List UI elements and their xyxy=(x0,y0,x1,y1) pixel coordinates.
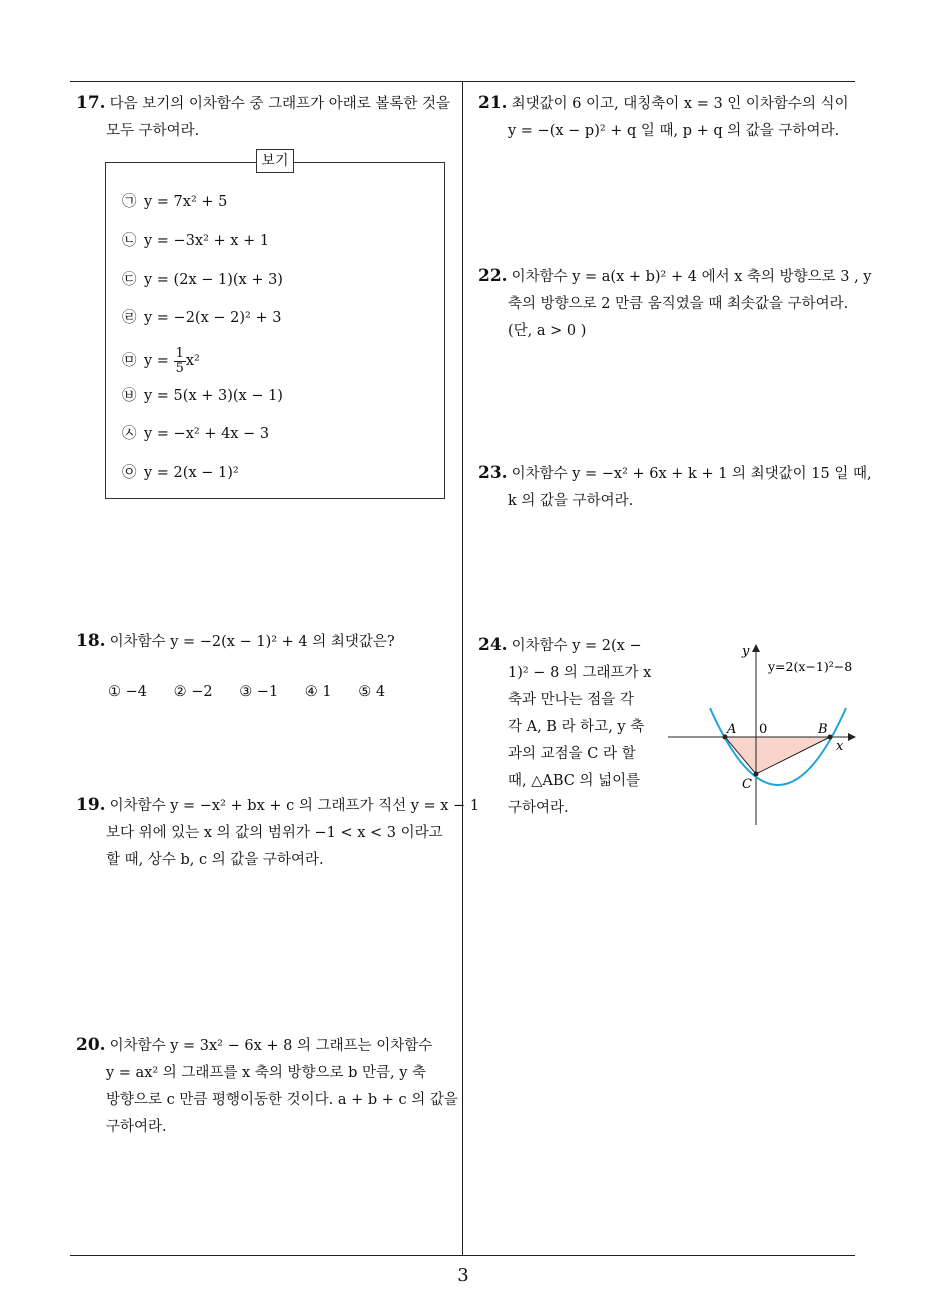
item-mark: ㉢ xyxy=(122,272,137,288)
bogi-item xyxy=(122,268,283,292)
problem-text: 이차함수 y = a(x + b)² + 4 에서 x 축의 방향으로 3 , y xyxy=(511,269,872,285)
bogi-item xyxy=(122,306,281,330)
problem-number: 18. xyxy=(76,631,106,651)
problem-text: 구하여라. xyxy=(106,1119,167,1135)
choice-4[interactable]: ④ 1 xyxy=(304,684,332,700)
choice-1[interactable]: ① −4 xyxy=(108,684,147,700)
problem-text: 1)² − 8 의 그래프가 x xyxy=(508,665,652,681)
choice-3[interactable]: ③ −1 xyxy=(239,684,279,700)
problem-text: 과의 교점을 C 라 할 xyxy=(508,746,636,762)
bottom-rule xyxy=(70,1255,855,1256)
problem-20 xyxy=(76,1032,458,1141)
problem-number: 17. xyxy=(76,93,106,113)
problem-text: 최댓값이 6 이고, 대칭축이 x = 3 인 이차함수의 식이 xyxy=(511,96,849,112)
page-number: 3 xyxy=(457,1265,469,1286)
column-divider xyxy=(462,82,463,1256)
choice-2[interactable]: ② −2 xyxy=(173,684,213,700)
bogi-item xyxy=(122,190,227,214)
answer-choices xyxy=(108,684,407,700)
item-expression-post: x² xyxy=(185,353,200,369)
problem-text: y = ax² 의 그래프를 x 축의 방향으로 b 만큼, y 축 xyxy=(106,1065,427,1081)
problem-text: 방향으로 c 만큼 평행이동한 것이다. a + b + c 의 값을 xyxy=(106,1092,458,1108)
equation-label: y=2(x−1)²−8 xyxy=(768,659,853,674)
fraction-denominator: 5 xyxy=(175,360,184,376)
problem-text: 때, △ABC 의 넓이를 xyxy=(508,773,641,789)
item-mark: ㉥ xyxy=(122,388,137,404)
item-expression-pre: y = xyxy=(144,353,174,369)
item-mark: ㉧ xyxy=(122,465,137,481)
item-expression: y = −3x² + x + 1 xyxy=(144,233,270,249)
bogi-item xyxy=(122,461,239,485)
problem-17 xyxy=(76,90,450,145)
item-mark: ㉦ xyxy=(122,426,137,442)
problem-number: 19. xyxy=(76,795,106,815)
bogi-item xyxy=(122,345,200,377)
problem-23 xyxy=(478,460,872,515)
problem-text: y = −(x − p)² + q 일 때, p + q 의 값을 구하여라. xyxy=(508,123,840,139)
problem-text: 각 A, B 라 하고, y 축 xyxy=(508,719,645,735)
item-expression: y = (2x − 1)(x + 3) xyxy=(144,272,283,288)
item-expression: y = 2(x − 1)² xyxy=(144,465,239,481)
item-expression: y = 5(x + 3)(x − 1) xyxy=(144,388,283,404)
problem-text: 축의 방향으로 2 만큼 움직였을 때 최솟값을 구하여라. xyxy=(508,296,849,312)
problem-text: 보다 위에 있는 x 의 값의 범위가 −1 < x < 3 이라고 xyxy=(106,825,443,841)
x-axis-label: x xyxy=(836,739,844,754)
bogi-item xyxy=(122,422,269,446)
item-mark: ㉤ xyxy=(122,353,137,369)
fraction xyxy=(174,347,186,376)
problem-text: 이차함수 y = 3x² − 6x + 8 의 그래프는 이차함수 xyxy=(109,1038,433,1054)
problem-text: 이차함수 y = −x² + bx + c 의 그래프가 직선 y = x − 1 xyxy=(109,798,480,814)
origin-label: 0 xyxy=(759,722,768,737)
problem-text: k 의 값을 구하여라. xyxy=(508,493,634,509)
problem-text: 이차함수 y = −x² + 6x + k + 1 의 최댓값이 15 일 때, xyxy=(511,466,872,482)
point-a-label: A xyxy=(727,722,737,737)
parabola-graph xyxy=(662,640,862,830)
problem-text: (단, a > 0 ) xyxy=(508,323,587,339)
item-mark: ㉠ xyxy=(122,194,137,210)
bogi-title: 보기 xyxy=(256,149,294,173)
point-c-label: C xyxy=(742,777,752,792)
problem-number: 20. xyxy=(76,1035,106,1055)
problem-text: 이차함수 y = 2(x − xyxy=(511,638,642,654)
problem-number: 24. xyxy=(478,635,508,655)
choice-5[interactable]: ⑤ 4 xyxy=(358,684,386,700)
problem-21 xyxy=(478,90,849,145)
problem-19 xyxy=(76,792,479,874)
problem-18 xyxy=(76,628,395,656)
problem-text: 축과 만나는 점을 각 xyxy=(508,692,634,708)
y-axis-label: y xyxy=(742,644,750,659)
problem-text: 할 때, 상수 b, c 의 값을 구하여라. xyxy=(106,852,324,868)
item-expression: y = 7x² + 5 xyxy=(144,194,228,210)
item-mark: ㉣ xyxy=(122,310,137,326)
problem-number: 23. xyxy=(478,463,508,483)
problem-number: 22. xyxy=(478,266,508,286)
problem-24 xyxy=(478,632,658,822)
point-b-dot xyxy=(828,735,833,740)
triangle-abc xyxy=(725,737,830,774)
item-expression: y = −x² + 4x − 3 xyxy=(144,426,270,442)
problem-number: 21. xyxy=(478,93,508,113)
point-b-label: B xyxy=(818,722,828,737)
problem-text: 이차함수 y = −2(x − 1)² + 4 의 최댓값은? xyxy=(109,634,395,650)
problem-text: 다음 보기의 이차함수 중 그래프가 아래로 볼록한 것을 xyxy=(109,96,450,112)
problem-text: 구하여라. xyxy=(508,800,569,816)
bogi-item xyxy=(122,229,269,253)
problem-22 xyxy=(478,263,872,345)
problem-text: 모두 구하여라. xyxy=(106,123,200,139)
item-mark: ㉡ xyxy=(122,233,137,249)
bogi-item xyxy=(122,384,283,408)
fraction-numerator: 1 xyxy=(175,345,184,361)
item-expression: y = −2(x − 2)² + 3 xyxy=(144,310,282,326)
point-c-dot xyxy=(754,772,759,777)
